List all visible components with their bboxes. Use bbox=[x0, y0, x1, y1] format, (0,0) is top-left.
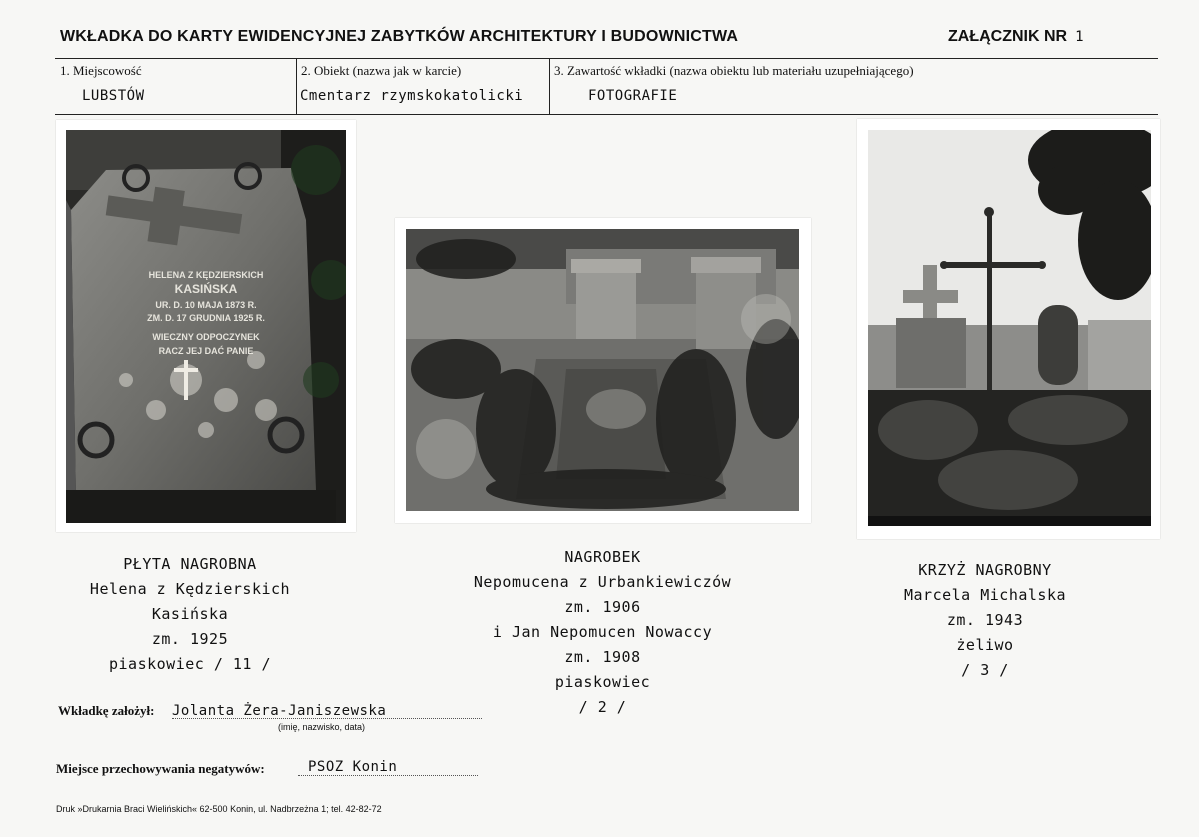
photo-gravestone bbox=[406, 229, 799, 511]
slab-inscription-line-3: UR. D. 10 MAJA 1873 R. bbox=[155, 300, 257, 310]
negatives-value: PSOZ Konin bbox=[308, 759, 398, 775]
caption-1-line-4: zm. 1925 bbox=[151, 630, 229, 648]
caption-1-line-1: PŁYTA NAGROBNA bbox=[123, 555, 257, 573]
caption-1 bbox=[60, 552, 320, 677]
slab-inscription-line-6: RACZ JEJ DAĆ PANIE bbox=[158, 346, 254, 356]
iron-cross-image bbox=[868, 130, 1151, 526]
attachment-label: ZAŁĄCZNIK NR bbox=[948, 28, 1068, 45]
print-info: Druk »Drukarnia Braci Wielińskich« 62-500 Konin, ul. Nadbrzeżna 1; tel. 42-82-72 bbox=[56, 804, 382, 814]
field-divider-1 bbox=[296, 58, 297, 114]
tomb-slab-image bbox=[66, 130, 346, 523]
gravestone-image bbox=[406, 229, 799, 511]
caption-1-line-3: Kasińska bbox=[151, 605, 229, 623]
caption-3-line-2: Marcela Michalska bbox=[903, 586, 1067, 604]
caption-2-line-7: / 2 / bbox=[578, 698, 627, 716]
slab-inscription-line-5: WIECZNY ODPOCZYNEK bbox=[152, 332, 260, 342]
caption-1-line-2: Helena z Kędzierskich bbox=[89, 580, 291, 598]
caption-3-line-4: żeliwo bbox=[956, 636, 1014, 654]
caption-2 bbox=[430, 545, 775, 720]
caption-2-line-6: piaskowiec bbox=[554, 673, 651, 691]
content-label: 3. Zawartość wkładki (nazwa obiektu lub materiału uzupełniającego) bbox=[554, 63, 914, 78]
caption-2-line-5: zm. 1908 bbox=[564, 648, 641, 666]
author-label: Wkładkę założył: bbox=[58, 703, 155, 718]
header-rule-bottom bbox=[55, 114, 1158, 115]
caption-3-line-5: / 3 / bbox=[961, 661, 1009, 679]
content-value: FOTOGRAFIE bbox=[588, 88, 678, 104]
object-value: Cmentarz rzymskokatolicki bbox=[300, 88, 524, 104]
locality-value: LUBSTÓW bbox=[82, 88, 145, 104]
caption-1-line-5: piaskowiec / 11 / bbox=[108, 655, 272, 673]
photo-frame-2 bbox=[395, 218, 811, 523]
caption-3 bbox=[855, 558, 1115, 683]
author-hint: (imię, nazwisko, data) bbox=[278, 722, 366, 732]
slab-inscription-line-4: ZM. D. 17 GRUDNIA 1925 R. bbox=[147, 313, 265, 323]
negatives-field bbox=[298, 758, 478, 776]
caption-2-line-4: i Jan Nepomucen Nowaccy bbox=[492, 623, 713, 641]
photo-tomb-slab bbox=[66, 130, 346, 523]
caption-2-line-1: NAGROBEK bbox=[564, 548, 641, 566]
header-rule-top bbox=[55, 58, 1158, 59]
caption-2-line-2: Nepomucena z Urbankiewiczów bbox=[473, 573, 732, 591]
attachment-number bbox=[948, 28, 1084, 46]
caption-3-line-3: zm. 1943 bbox=[946, 611, 1024, 629]
negatives-label: Miejsce przechowywania negatywów: bbox=[56, 761, 265, 776]
caption-2-line-3: zm. 1906 bbox=[564, 598, 641, 616]
attachment-number-value: 1 bbox=[1075, 29, 1084, 45]
object-label: 2. Obiekt (nazwa jak w karcie) bbox=[301, 63, 462, 78]
locality-label: 1. Miejscowość bbox=[60, 63, 142, 78]
author-field bbox=[172, 702, 482, 719]
document-title: WKŁADKA DO KARTY EWIDENCYJNEJ ZABYTKÓW ARCHITEKTURY I BUDOWNICTWA bbox=[60, 28, 739, 45]
caption-3-line-1: KRZYŻ NAGROBNY bbox=[918, 561, 1052, 579]
photo-frame-1 bbox=[56, 120, 356, 532]
photo-iron-cross bbox=[868, 130, 1151, 526]
author-value: Jolanta Żera-Janiszewska bbox=[172, 703, 387, 719]
field-divider-2 bbox=[549, 58, 550, 114]
slab-inscription-line-1: HELENA Z KĘDZIERSKICH bbox=[148, 270, 264, 280]
slab-inscription-line-2: KASIŃSKA bbox=[174, 282, 238, 296]
photo-frame-3 bbox=[857, 119, 1160, 539]
